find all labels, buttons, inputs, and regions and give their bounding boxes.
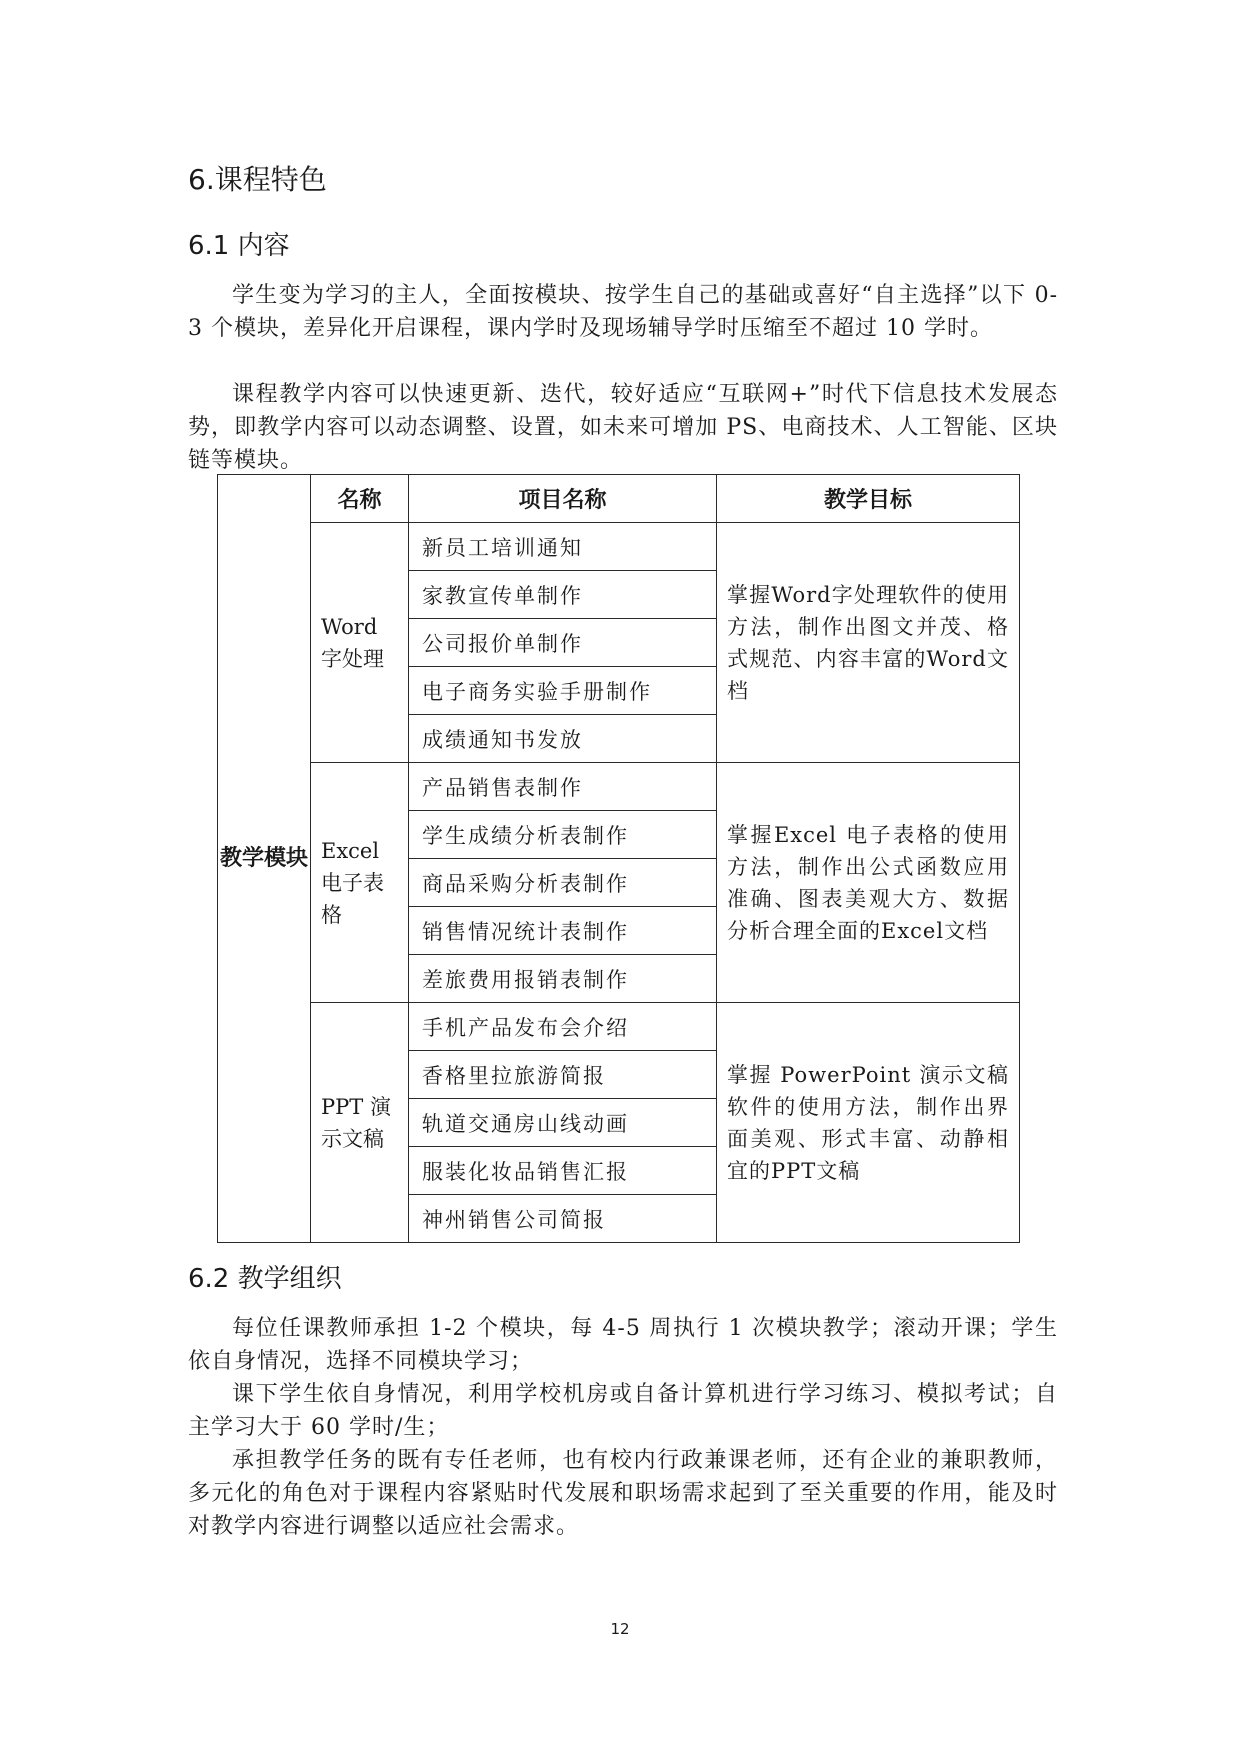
subsection-title-organization: 6.2 教学组织	[188, 1264, 342, 1294]
table-row	[218, 763, 1020, 811]
paragraph: 每位任课教师承担 1-2 个模块，每 4-5 周执行 1 次模块教学；滚动开课；学生依自身情况，选择不同模块学习；	[188, 1316, 1058, 1374]
project-cell: 成绩通知书发放	[409, 715, 717, 763]
table-header-row	[218, 475, 1020, 523]
project-cell: 差旅费用报销表制作	[409, 955, 717, 1003]
project-cell: 香格里拉旅游简报	[409, 1051, 717, 1099]
header-project: 项目名称	[409, 475, 717, 523]
header-name: 名称	[311, 475, 409, 523]
goal-cell: 掌握Excel 电子表格的使用方法，制作出公式函数应用准确、图表美观大方、数据分析合理全面的Excel文档	[717, 763, 1020, 1003]
project-cell: 家教宣传单制作	[409, 571, 717, 619]
paragraph: 课下学生依自身情况，利用学校机房或自备计算机进行学习练习、模拟考试；自主学习大于 60 学时/生；	[188, 1382, 1058, 1440]
module-name: PPT 演示文稿	[311, 1003, 409, 1243]
section-heading: 6.课程特色	[188, 163, 327, 196]
goal-cell: 掌握 PowerPoint 演示文稿软件的使用方法，制作出界面美观、形式丰富、动静相宜的PPT文稿	[717, 1003, 1020, 1243]
project-cell: 产品销售表制作	[409, 763, 717, 811]
module-name: Excel 电子表格	[311, 763, 409, 1003]
module-name: Word 字处理	[311, 523, 409, 763]
paragraph: 学生变为学习的主人，全面按模块、按学生自己的基础或喜好“自主选择”以下 0-3 个模块，差异化开启课程，课内学时及现场辅导学时压缩至不超过 10 学时。	[188, 283, 1058, 341]
project-cell: 学生成绩分析表制作	[409, 811, 717, 859]
subsection-title-content: 6.1 内容	[188, 231, 290, 261]
header-goal: 教学目标	[717, 475, 1020, 523]
project-cell: 商品采购分析表制作	[409, 859, 717, 907]
module-table	[217, 474, 1020, 1243]
project-cell: 服装化妆品销售汇报	[409, 1147, 717, 1195]
project-cell: 手机产品发布会介绍	[409, 1003, 717, 1051]
paragraph: 承担教学任务的既有专任老师，也有校内行政兼课老师，还有企业的兼职教师，多元化的角色对于课程内容紧贴时代发展和职场需求起到了至关重要的作用，能及时对教学内容进行调整以适应社会需求。	[188, 1448, 1058, 1539]
project-cell: 电子商务实验手册制作	[409, 667, 717, 715]
project-cell: 神州销售公司简报	[409, 1195, 717, 1243]
table-row	[218, 523, 1020, 571]
table-row	[218, 1003, 1020, 1051]
page-number: 12	[610, 1620, 630, 1638]
project-cell: 销售情况统计表制作	[409, 907, 717, 955]
project-cell: 公司报价单制作	[409, 619, 717, 667]
project-cell: 轨道交通房山线动画	[409, 1099, 717, 1147]
category-cell: 教学模块	[218, 475, 311, 1243]
project-cell: 新员工培训通知	[409, 523, 717, 571]
paragraph: 课程教学内容可以快速更新、迭代，较好适应“互联网+”时代下信息技术发展态势，即教学内容可以动态调整、设置，如未来可增加 PS、电商技术、人工智能、区块链等模块。	[188, 382, 1058, 473]
goal-cell: 掌握Word字处理软件的使用方法，制作出图文并茂、格式规范、内容丰富的Word文档	[717, 523, 1020, 763]
